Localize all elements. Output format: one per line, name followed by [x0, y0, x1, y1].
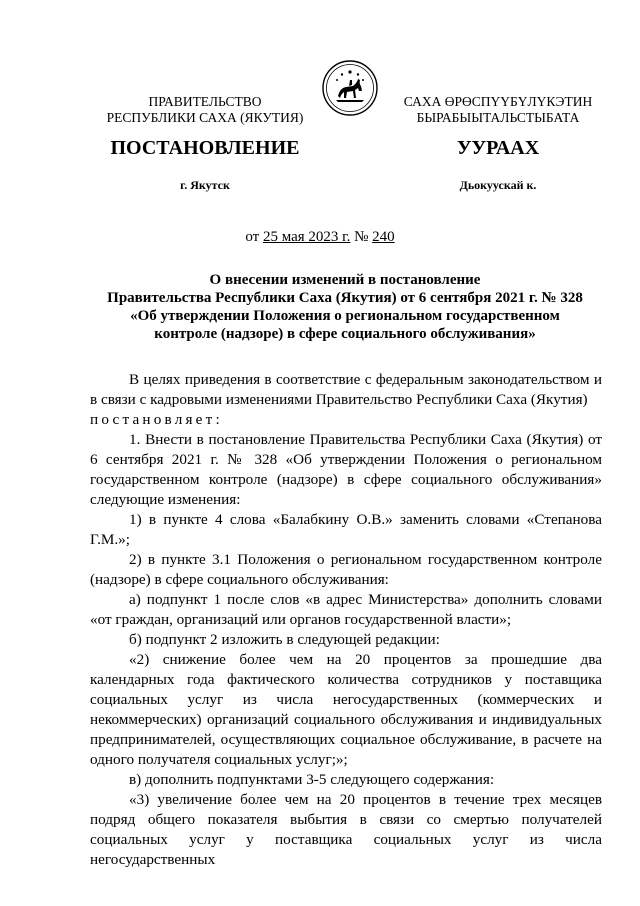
document-date: 25 мая 2023 г. [262, 229, 351, 245]
city-sakha: Дьокуускай к. [459, 178, 537, 192]
document-number: 240 [372, 229, 395, 245]
body-paragraph-sub-v: в) дополнить подпунктами 3-5 следующего содержания: [129, 771, 495, 788]
body-paragraph-quote-3: «3) увеличение более чем на 20 процентов в течение трех месяцев подряд общего показателя выбытия в связи со смертью получателей социальных услуг у поставщика социальных услуг из числа негосударственных [90, 791, 602, 868]
body-paragraph-item1-2: 2) в пункте 3.1 Положения о региональном государственном контроле (надзоре) в сфере социального обслуживания: [90, 551, 602, 588]
government-name-ru-line2: РЕСПУБЛИКИ САХА (ЯКУТИЯ) [106, 110, 304, 125]
body-paragraph-quote-2: «2) снижение более чем на 20 процентов за прошедшие два календарных года фактического количества сотрудников у поставщика социальных услуг из числа негосударственных (коммерческих и некоммерческих) организаций социального обслуживания и индивидуальных предпринимателей, осуществляющих социальное обслуживание, в расчете на одного получателя социальных услуг;»; [90, 651, 602, 768]
subject-line1: О внесении изменений в постановление [209, 272, 481, 288]
body-paragraph-sub-b: б) подпункт 2 изложить в следующей редакции: [129, 631, 440, 648]
number-prefix: № [350, 229, 373, 245]
document-type-sakha: УУРААХ [456, 137, 540, 159]
body-paragraph-intro: В целях приведения в соответствие с федеральным законодательством и в связи с кадровыми изменениями Правительство Республики Саха (Якутия) [90, 371, 602, 408]
document-type-ru: ПОСТАНОВЛЕНИЕ [110, 137, 300, 159]
government-name-sakha [378, 94, 618, 126]
subject-line3: «Об утверждении Положения о региональном государственном [130, 308, 560, 324]
document-date-number [0, 229, 640, 246]
government-name-ru-line1: ПРАВИТЕЛЬСТВО [148, 94, 262, 109]
subject-line4: контроле (надзоре) в сфере социального обслуживания» [154, 326, 536, 342]
government-name-ru [100, 94, 310, 126]
government-name-sakha-line1: САХА ӨРӨСПҮҮБҮЛҮКЭТИН [403, 94, 593, 109]
government-name-sakha-line2: БЫРАБЫЫТАЛЬСТЫБАТА [416, 110, 580, 125]
body-paragraph-item1-1: 1) в пункте 4 слова «Балабкину О.В.» заменить словами «Степанова Г.М.»; [90, 511, 602, 548]
coat-of-arms-emblem [320, 58, 380, 118]
body-paragraph-sub-a: а) подпункт 1 после слов «в адрес Министерства» дополнить словами «от граждан, организаций или органов государственной власти»; [90, 591, 602, 628]
document-subject [90, 271, 600, 343]
body-paragraph-item1: 1. Внести в постановление Правительства Республики Саха (Якутия) от 6 сентября 2021 г. № 328 «Об утверждении Положения о региональном государственном контроле (надзоре) в сфере социального обслуживания» следующие изменения: [90, 431, 602, 508]
subject-line2: Правительства Республики Саха (Якутия) от 6 сентября 2021 г. № 328 [107, 290, 583, 306]
document-body [90, 370, 602, 870]
date-prefix: от [245, 229, 263, 245]
city-ru: г. Якутск [180, 178, 230, 192]
resolution-word: постановляет: [90, 411, 223, 428]
